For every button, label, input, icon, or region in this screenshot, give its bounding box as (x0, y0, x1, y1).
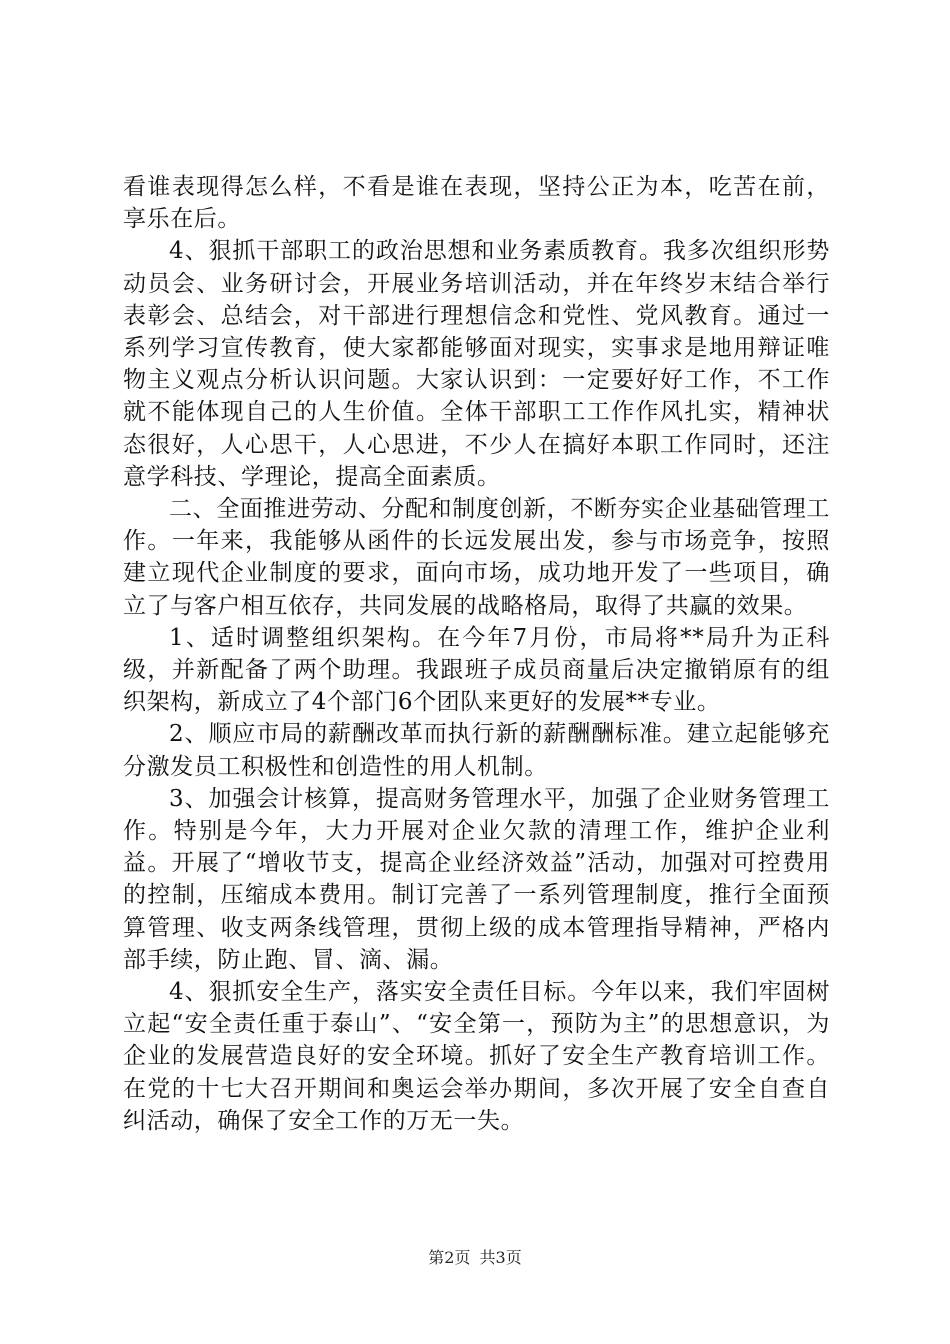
paragraph-item-1-structure: 1、适时调整组织架构。在今年7月份，市局将**局升为正科级，并新配备了两个助理。我跟班子成员商量后决定撤销原有的组织架构，新成立了4个部门6个团队来更好的发展**专业。 (123, 624, 830, 716)
page-total: 共3页 (479, 1248, 522, 1267)
paragraph-item-3-accounting: 3、加强会计核算，提高财务管理水平，加强了企业财务管理工作。特别是今年，大力开展对企业欠款的清理工作，维护企业利益。开展了“增收节支，提高企业经济效益”活动，加强对可控费用的控制，压缩成本费用。制订完善了一系列管理制度，推行全面预算管理、收支两条线管理，贯彻上级的成本管理指导精神，严格内部手续，防止跑、冒、滴、漏。 (123, 785, 830, 973)
paragraph-item-4-education: 4、狠抓干部职工的政治思想和业务素质教育。我多次组织形势动员会、业务研讨会，开展业务培训活动，并在年终岁末结合举行表彰会、总结会，对干部进行理想信念和党性、党风教育。通过一系列学习宣传教育，使大家都能够面对现实，实事求是地用辩证唯物主义观点分析认识问题。大家认识到：一定要好好工作，不工作就不能体现自己的人生价值。全体干部职工工作作风扎实，精神状态很好，人心思干，人心思进，不少人在搞好本职工作同时，还注意学科技、学理论，提高全面素质。 (123, 238, 830, 490)
document-body (123, 171, 830, 1137)
paragraph-item-4-safety: 4、狠抓安全生产，落实安全责任目标。今年以来，我们牢固树立起“安全责任重于泰山”、“安全第一，预防为主”的思想意识，为企业的发展营造良好的安全环境。抓好了安全生产教育培训工作。在党的十七大召开期间和奥运会举办期间，多次开展了安全自查自纠活动，确保了安全工作的万无一失。 (123, 979, 830, 1134)
paragraph-continuation: 看谁表现得怎么样，不看是谁在表现，坚持公正为本，吃苦在前，享乐在后。 (123, 174, 830, 233)
page-footer (0, 1245, 950, 1268)
page-number: 第2页 (428, 1248, 471, 1267)
paragraph-section-2: 二、全面推进劳动、分配和制度创新，不断夯实企业基础管理工作。一年来，我能够从函件的长远发展出发，参与市场竞争，按照建立现代企业制度的要求，面向市场，成功地开发了一些项目，确立了与客户相互依存，共同发展的战略格局，取得了共赢的效果。 (123, 496, 830, 619)
paragraph-item-2-salary: 2、顺应市局的薪酬改革而执行新的薪酬酬标准。建立起能够充分激发员工积极性和创造性的用人机制。 (123, 721, 830, 780)
